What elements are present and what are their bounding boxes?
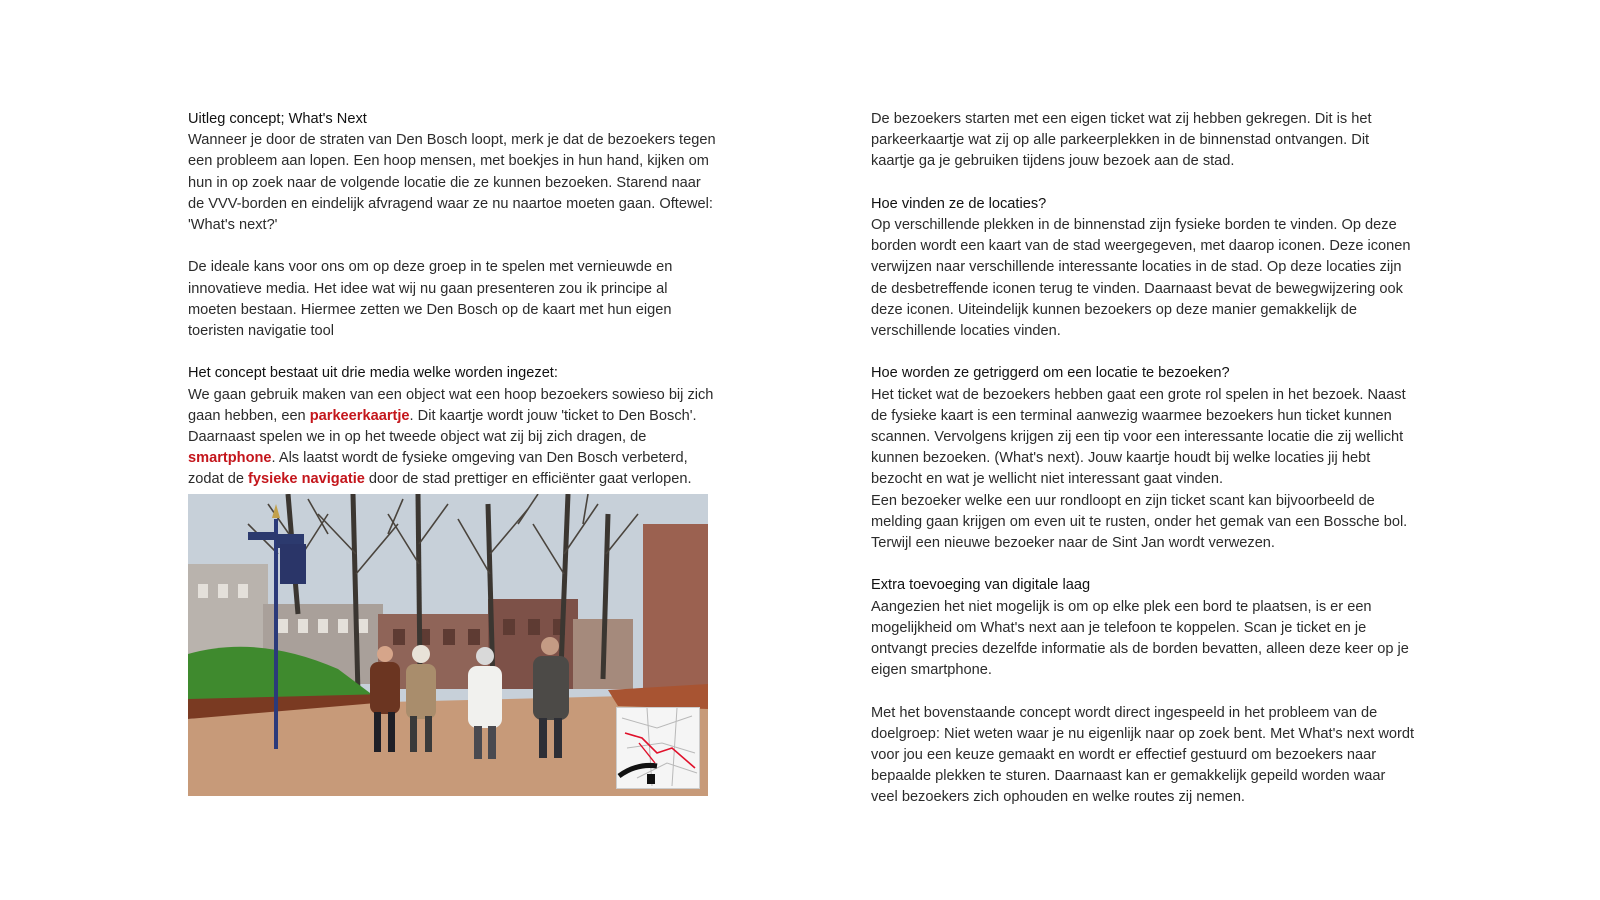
route-map-inset: [616, 707, 700, 789]
trigger-heading: Hoe worden ze getriggerd om een locatie te bezoeken?: [871, 365, 1230, 382]
opportunity-paragraph: De ideale kans voor ons om op deze groep in te spelen met vernieuwde en innovatieve media. Het idee wat wij nu gaan presenteren zou ik principe al moeten bestaan. Hiermee zetten we Den Bosch op de kaart met hun eigen toeristen navigatie tool: [188, 259, 673, 340]
concept-paragraph: [188, 385, 718, 491]
highlight-fysieke-navigatie: fysieke navigatie: [248, 471, 365, 488]
right-column: [871, 109, 1416, 809]
find-paragraph: Op verschillende plekken in de binnenstad zijn fysieke borden te vinden. Op deze borden wordt een kaart van de stad weergegeven, met daarop iconen. Deze iconen verwijzen naar verschillende interessante locaties in de stad. Op deze locaties zijn de desbetreffende iconen terug te vinden. Daarnaast bevat de bewegwijzering ook deze iconen. Uiteindelijk kunnen bezoekers op deze manier gemakkelijk de verschillende locaties vinden.: [871, 217, 1411, 340]
highlight-parkeerkaartje: parkeerkaartje: [309, 407, 410, 424]
trigger-paragraph-1: Het ticket wat de bezoekers hebben gaat een grote rol spelen in het bezoek. Naast de fysieke kaart is een terminal aanwezig waarmee bezoekers hun ticket kunnen scannen. Vervolgens krijgen zij een tip voor een interessante locatie die zij wellicht kunnen bezoeken. (What's next). Jouw kaartje houdt bij welke locaties jij hebt bezocht en wat je wellicht niet interessant gaat vinden.: [871, 386, 1406, 488]
left-column: [188, 109, 718, 796]
highlight-smartphone: smartphone: [188, 450, 272, 467]
concept-text-3: . Als laatst wordt de fysieke omgeving van Den Bosch verbeterd, zodat de: [188, 450, 688, 488]
concept-text-4: door de stad prettiger en efficiënter gaat verlopen.: [364, 471, 692, 488]
digital-paragraph: Aangezien het niet mogelijk is om op elke plek een bord te plaatsen, is er een mogelijkheid om What's next aan je telefoon te koppelen. Scan je ticket en je ontvangt precies dezelfde informatie als de borden bevatten, alleen deze keer op je eigen smartphone.: [871, 598, 1409, 679]
conclusion-paragraph: Met het bovenstaande concept wordt direct ingespeeld in het probleem van de doelgroep: Niet weten waar je nu eigenlijk naar op zoek bent. Met What's next wordt voor jou een keuze gemaakt en wordt er effectief gestuurd om bezoekers naar bepaalde plekken te sturen. Daarnaast kan er gemakkelijk gepeild worden waar veel bezoekers zich ophouden en welke routes zij nemen.: [871, 704, 1415, 806]
route-map-illustration: [617, 708, 699, 788]
trigger-paragraph-2: Een bezoeker welke een uur rondloopt en zijn ticket scant kan bijvoorbeeld de melding gaan krijgen om even uit te rusten, onder het gemak van een Bossche bol. Terwijl een nieuwe bezoeker naar de Sint Jan wordt verwezen.: [871, 492, 1408, 552]
digital-heading: Extra toevoeging van digitale laag: [871, 577, 1091, 594]
concept-heading: Het concept bestaat uit drie media welke worden ingezet:: [188, 365, 558, 382]
street-photo: [188, 494, 708, 796]
concept-text-2: . Dit kaartje wordt jouw 'ticket to Den Bosch'. Daarnaast spelen we in op het tweede object wat zij bij zich dragen, de: [188, 407, 697, 446]
start-paragraph: De bezoekers starten met een eigen ticket wat zij hebben gekregen. Dit is het parkeerkaartje wat zij op alle parkeerplekken in de binnenstad ontvangen. Dit kaartje ga je gebruiken tijdens jouw bezoek aan de stad.: [871, 111, 1372, 170]
concept-text-1: We gaan gebruik maken van een object wat een hoop bezoekers sowieso bij zich gaan hebben, een: [188, 386, 714, 424]
intro-paragraph: Wanneer je door de straten van Den Bosch loopt, merk je dat de bezoekers tegen een probleem aan lopen. Een hoop mensen, met boekjes in hun hand, kijken om hun in op zoek naar de volgende locatie die ze kunnen bezoeken. Starend naar de VVV-borden en eindelijk afvragend waar ze nu naartoe moeten gaan. Oftewel: 'What's next?': [188, 132, 716, 234]
concept-title: Uitleg concept; What's Next: [188, 111, 367, 127]
find-heading: Hoe vinden ze de locaties?: [871, 195, 1047, 212]
